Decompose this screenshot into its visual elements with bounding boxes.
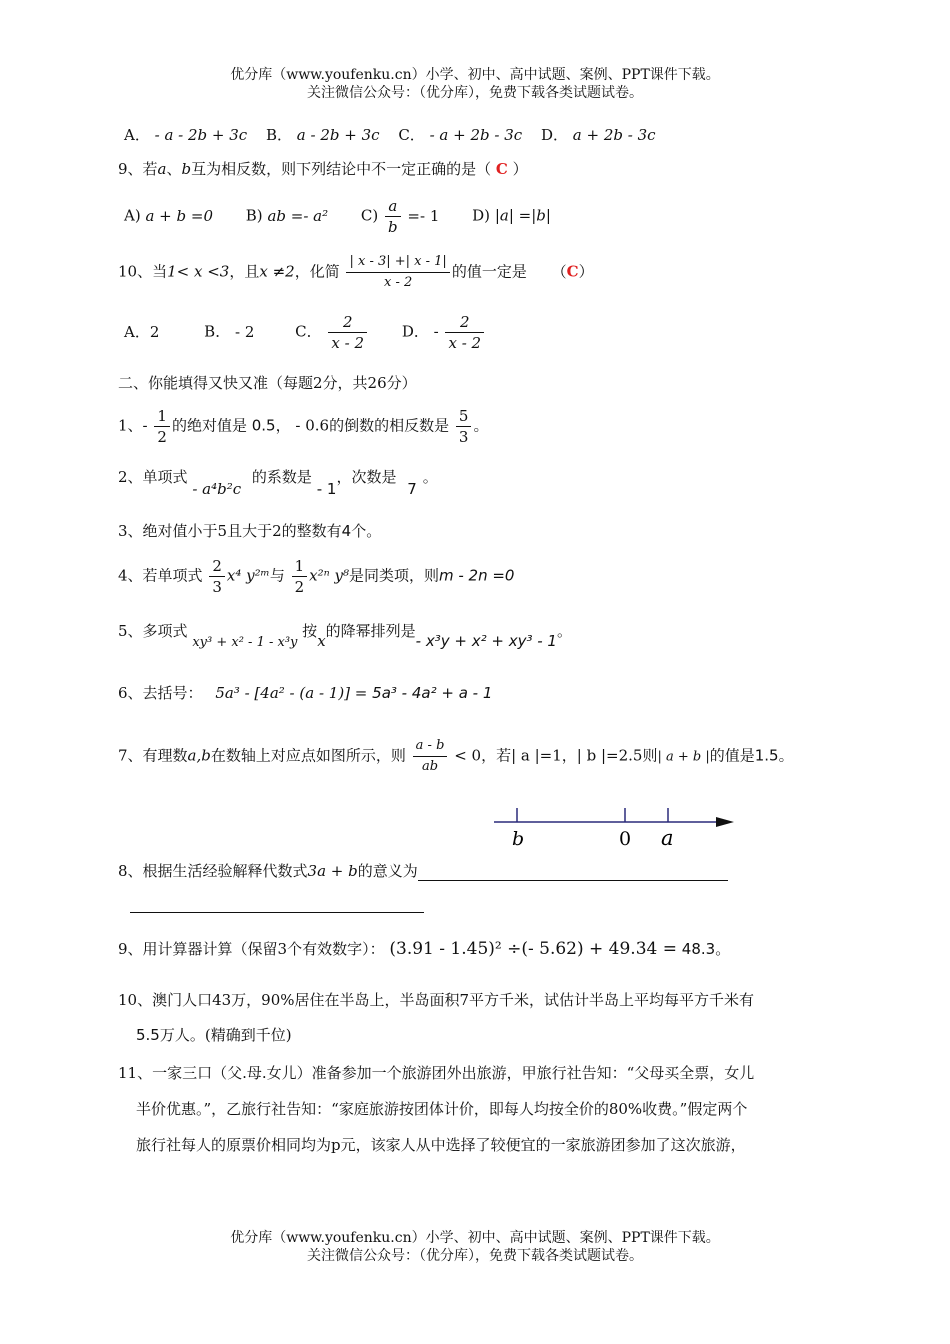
q8-options: A． - a - 2b + 3c B． a - 2b + 3c C． - a + 2b - 3c D． a + 2b - 3c <box>124 126 656 144</box>
q10-answer: C <box>566 262 579 281</box>
fill-10-line-1: 10、澳门人口43万，90%居住在半岛上，半岛面积7平方千米，试估计半岛上平均每平方千米有 <box>118 991 755 1009</box>
label-b: b <box>512 828 525 850</box>
page-footer <box>0 1229 950 1265</box>
fill-6-answer: 5a³ - 4a² + a - 1 <box>372 684 493 702</box>
number-line <box>494 800 744 860</box>
fill-1-answer-2: $\frac{5}{3}$ <box>456 406 472 447</box>
fill-7: 7、有理数a,b在数轴上对应点如图所示，则 $\frac{a - b}{ab}$ < 0，若| a |=1，| b |=2.5则| a + b |的值是1.5。 <box>118 738 794 774</box>
q10-question: 10、当1< x <3，且x ≠2，化简 $\frac{| x - 3| +| x - 1|}{x - 2}$ 的值一定是 （C） <box>118 252 594 293</box>
footer-line-2: 关注微信公众号：（优分库），免费下载各类试题试卷。 <box>307 1248 643 1264</box>
section-2-title: 二、你能填得又快又准（每题2分，共26分） <box>118 374 417 392</box>
q10-option-c: $\frac{2}{x - 2}$ <box>328 312 367 353</box>
fill-6: 6、去括号： 5a³ - [4a² - (a - 1)] = 5a³ - 4a² + a - 1 <box>118 684 493 702</box>
q9-option-a: a + b =0 <box>145 206 213 225</box>
label-a: a <box>661 826 674 850</box>
header-line-2: 关注微信公众号：（优分库），免费下载各类试题试卷。 <box>307 85 643 101</box>
q8-option-c: - a + 2b - 3c <box>429 126 523 144</box>
q10-fraction: $\frac{| x - 3| +| x - 1|}{x - 2}$ <box>346 252 449 293</box>
fill-8-blank <box>418 862 728 881</box>
q10-options: A．2 B． - 2 C． $\frac{2}{x - 2}$ D． - $\frac{2}{x - 2}$ <box>124 312 486 353</box>
label-0: 0 <box>619 828 632 850</box>
fill-4: 4、若单项式 $\frac{2}{3}$ x⁴ y²ᵐ与 $\frac{1}{2}$ x²ⁿ y⁸是同类项，则m - 2n =0 <box>118 557 515 596</box>
number-line-arrow <box>716 817 734 827</box>
q9-question: 9、若a、b互为相反数，则下列结论中不一定正确的是（ C ） <box>118 160 528 178</box>
fill-2-answer-1: - 1 <box>316 480 337 498</box>
q10-option-d: $\frac{2}{x - 2}$ <box>445 312 484 353</box>
q8-option-a: - a - 2b + 3c <box>154 126 248 144</box>
page-header <box>0 66 950 102</box>
fill-3-answer: 4 <box>341 522 352 540</box>
fill-9-answer: 48.3 <box>681 940 716 958</box>
fill-8: 8、根据生活经验解释代数式3a + b的意义为 <box>118 860 728 881</box>
fill-1-answer-1: 0.5 <box>251 416 276 435</box>
fill-10-answer: 5.5 <box>136 1026 160 1044</box>
fill-10-line-2: 5.5万人。(精确到千位) <box>136 1026 292 1044</box>
fill-1: 1、- $\frac{1}{2}$ 的绝对值是 0.5， - 0.6的倒数的相反数是 $\frac{5}{3}$ 。 <box>118 407 489 446</box>
q9-option-b: ab =- a² <box>267 206 329 225</box>
fill-5-answer: - x³y + x² + xy³ - 1 <box>415 632 557 650</box>
fill-8-blank-line-2 <box>130 894 424 913</box>
fill-2: 2、单项式 - a⁴b²c 的系数是 - 1，次数是 7。 <box>118 468 438 498</box>
fill-11-line-1: 11、一家三口（父.母.女儿）准备参加一个旅游团外出旅游，甲旅行社告知：“父母买全票，女儿 <box>118 1064 755 1082</box>
fill-9: 9、用计算器计算（保留3个有效数字）： (3.91 - 1.45)² ÷(- 5.62) + 49.34 = 48.3。 <box>118 939 731 959</box>
fill-3: 3、绝对值小于5且大于2的整数有4个。 <box>118 522 382 540</box>
fill-11-line-3: 旅行社每人的原票价相同均为p元，该家人从中选择了较便宜的一家旅游团参加了这次旅游， <box>136 1136 746 1154</box>
q9-option-d: |a| =|b| <box>494 206 551 225</box>
fill-5: 5、多项式 xy³ + x² - 1 - x³y 按x的降幂排列是- x³y + x² + xy³ - 1。 <box>118 622 572 650</box>
fill-4-answer: m - 2n =0 <box>438 566 515 585</box>
q8-option-b: a - 2b + 3c <box>296 126 380 144</box>
q9-options: A) a + b =0 B) ab =- a² C) $\frac{a}{b}$ =- 1 D) |a| =|b| <box>124 197 551 236</box>
footer-line-1: 优分库（www.youfenku.cn）小学、初中、高中试题、案例、PPT课件下载。 <box>230 1230 720 1246</box>
q8-option-d: a + 2b - 3c <box>572 126 656 144</box>
q9-answer: C <box>495 160 508 178</box>
fill-2-answer-2: 7 <box>407 480 417 498</box>
header-line-1: 优分库（www.youfenku.cn）小学、初中、高中试题、案例、PPT课件下载。 <box>230 67 720 83</box>
fill-7-answer: 1.5 <box>754 746 779 765</box>
q9-option-c-fraction: $\frac{a}{b}$ <box>385 196 401 237</box>
q10-option-b: - 2 <box>234 322 255 341</box>
fill-11-line-2: 半价优惠。”，乙旅行社告知：“家庭旅游按团体计价，即每人均按全价的80%收费。”假定两个 <box>136 1100 748 1118</box>
q10-option-a: A．2 <box>124 322 160 341</box>
